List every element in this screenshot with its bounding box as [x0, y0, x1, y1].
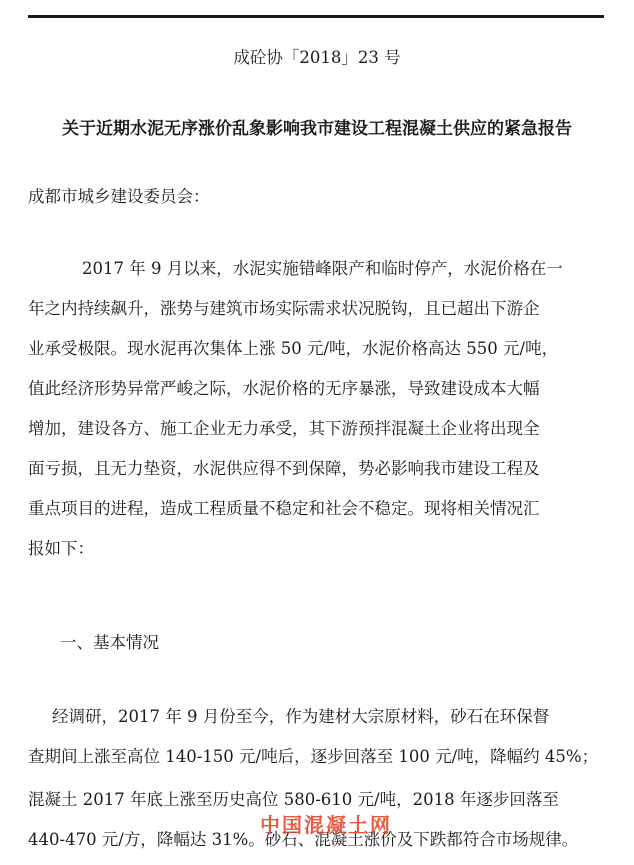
- paragraph-line: 年之内持续飙升，涨势与建筑市场实际需求状况脱钩，且已超出下游企: [28, 299, 540, 318]
- section-heading: 一、基本情况: [60, 633, 159, 652]
- paragraph-line: 值此经济形势异常严峻之际，水泥价格的无序暴涨，导致建设成本大幅: [28, 379, 540, 398]
- paragraph-line: 面亏损，且无力垫资，水泥供应得不到保障，势必影响我市建设工程及: [28, 459, 540, 478]
- paragraph-line: 混凝土 2017 年底上涨至历史高位 580-610 元/吨，2018 年逐步回落至: [28, 790, 559, 809]
- paragraph-line: 业承受极限。现水泥再次集体上涨 50 元/吨，水泥价格高达 550 元/吨，: [28, 339, 559, 358]
- header-rule: [28, 15, 604, 18]
- paragraph-line: 经调研，2017 年 9 月份至今，作为建材大宗原材料，砂石在环保督: [52, 707, 550, 726]
- paragraph-line: 重点项目的进程，造成工程质量不稳定和社会不稳定。现将相关情况汇: [28, 499, 540, 518]
- paragraph-line: 查期间上涨至高位 140-150 元/吨后，逐步回落至 100 元/吨，降幅约 45%；: [28, 747, 599, 766]
- paragraph-line: 增加，建设各方、施工企业无力承受，其下游预拌混凝土企业将出现全: [28, 419, 540, 438]
- paragraph-line: 440-470 元/方，降幅达 31%。砂石、混凝土涨价及下跌都符合市场规律。: [28, 830, 579, 849]
- document-title: 关于近期水泥无序涨价乱象影响我市建设工程混凝土供应的紧急报告: [62, 119, 572, 139]
- watermark-logo: 中国混凝土网: [260, 813, 392, 837]
- paragraph-line: 2017 年 9 月以来，水泥实施错峰限产和临时停产，水泥价格在一: [82, 259, 563, 278]
- document-number: 成砼协「2018」23 号: [233, 48, 401, 67]
- paragraph-line: 报如下：: [28, 539, 94, 558]
- addressee: 成都市城乡建设委员会：: [28, 187, 210, 206]
